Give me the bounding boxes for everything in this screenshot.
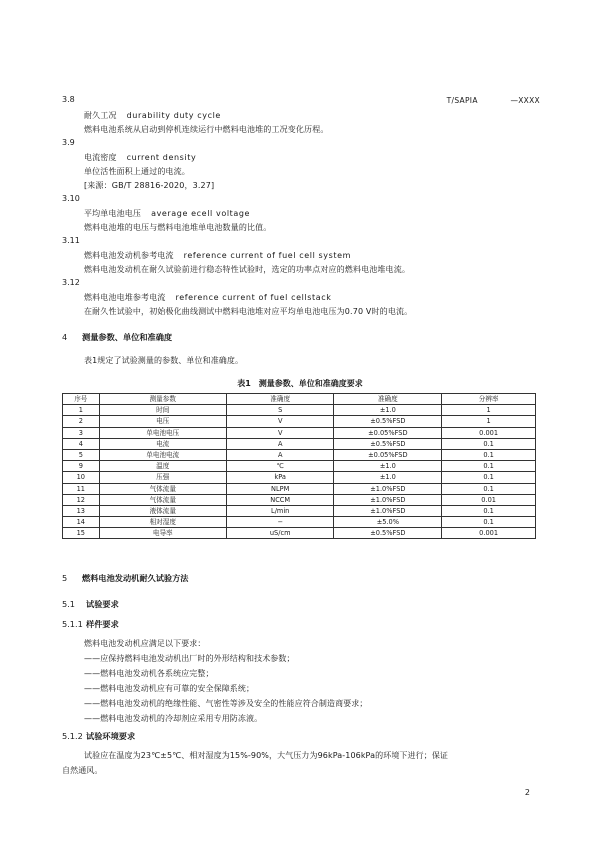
requirement-line: ——燃料电池发动机的冷却剂应采用专用防冻液。 <box>84 714 263 723</box>
term-number: 3.9 <box>62 138 75 147</box>
table-cell: 0.1 <box>442 517 536 528</box>
section-number: 5 <box>62 573 68 583</box>
term-en: reference current of fuel cell system <box>183 251 352 260</box>
table-cell: ±1.0 <box>334 472 442 483</box>
subsection-number: 5.1.2 <box>62 731 83 741</box>
table-cell: ±1.0 <box>334 405 442 416</box>
term-zh: 电流密度 <box>84 153 117 162</box>
section-heading <box>62 573 188 584</box>
term-zh: 燃料电池发动机参考电流 <box>84 251 174 260</box>
table-body <box>63 405 536 539</box>
table-cell: ±5.0% <box>334 517 442 528</box>
subsection-title: 试验环境要求 <box>86 731 136 741</box>
subsection-title: 样件要求 <box>86 619 119 629</box>
column-header: 测量参数 <box>99 394 226 405</box>
table-cell: ±0.5%FSD <box>334 416 442 427</box>
table-cell: ±0.5%FSD <box>334 438 442 449</box>
term-source: [来源：GB/T 28816-2020，3.27] <box>84 181 215 190</box>
table-cell: 13 <box>63 505 100 516</box>
table-cell: V <box>226 427 333 438</box>
table-row <box>63 472 536 483</box>
table-cell: 相对湿度 <box>99 517 226 528</box>
term-en: durability duty cycle <box>126 111 221 120</box>
column-header: 准确度 <box>226 394 333 405</box>
table-cell: 单电池电流 <box>99 449 226 460</box>
requirement-line: ——燃料电池发动机应有可靠的安全保障系统； <box>84 684 255 693</box>
table-cell: V <box>226 416 333 427</box>
table-cell: − <box>226 517 333 528</box>
table-row <box>63 405 536 416</box>
table-cell: NLPM <box>226 483 333 494</box>
table-cell: 0.001 <box>442 427 536 438</box>
table-cell: 3 <box>63 427 100 438</box>
subsection-heading <box>62 619 119 630</box>
term-definition: 在耐久性试验中，初始极化曲线测试中燃料电池堆对应平均单电池电压为0.70 V时的电流。 <box>84 307 413 316</box>
table-cell: ±1.0%FSD <box>334 494 442 505</box>
table-cell: uS/cm <box>226 528 333 539</box>
term-en: average ecell voltage <box>151 209 251 218</box>
table-cell: 0.1 <box>442 449 536 460</box>
table-caption: 表1 测量参数、单位和准确度要求 <box>237 379 363 388</box>
measurement-table <box>62 393 536 539</box>
term-definition: 燃料电池系统从启动到停机连续运行中燃料电池堆的工况变化历程。 <box>84 125 329 134</box>
table-cell: 电导率 <box>99 528 226 539</box>
table-cell: 1 <box>63 405 100 416</box>
table-cell: 气体流量 <box>99 483 226 494</box>
table-cell: ±0.05%FSD <box>334 427 442 438</box>
page-header <box>447 96 540 105</box>
table-cell: 1 <box>442 416 536 427</box>
term-title <box>84 208 250 219</box>
term-zh: 燃料电池电堆参考电流 <box>84 293 166 302</box>
table-cell: kPa <box>226 472 333 483</box>
table-cell: A <box>226 438 333 449</box>
table-cell: 0.1 <box>442 472 536 483</box>
table-cell: 液体流量 <box>99 505 226 516</box>
table-row <box>63 517 536 528</box>
table-header-row <box>63 394 536 405</box>
requirement-line: 试验应在温度为23℃±5℃、相对湿度为15%-90%，大气压力为96kPa-106kPa的环境下进行；保证 <box>84 751 449 760</box>
standard-code: T/SAPIA <box>446 96 478 105</box>
requirement-line: ——燃料电池发动机的绝缘性能、气密性等涉及安全的性能应符合制造商要求； <box>84 699 368 708</box>
table-cell: ±1.0%FSD <box>334 505 442 516</box>
column-header: 序号 <box>63 394 100 405</box>
table-cell: 14 <box>63 517 100 528</box>
table-cell: ±1.0%FSD <box>334 483 442 494</box>
term-number: 3.12 <box>62 278 80 287</box>
term-zh: 耐久工况 <box>84 111 117 120</box>
table-cell: 温度 <box>99 461 226 472</box>
table-cell: 时间 <box>99 405 226 416</box>
table-cell: 4 <box>63 438 100 449</box>
section-title: 燃料电池发动机耐久试验方法 <box>82 573 189 583</box>
term-number: 3.10 <box>62 194 80 203</box>
subsection-number: 5.1 <box>62 599 76 609</box>
term-title <box>84 250 351 261</box>
table-cell: 5 <box>63 449 100 460</box>
requirement-line: 自然通风。 <box>62 766 103 775</box>
table-cell: A <box>226 449 333 460</box>
table-cell: 0.1 <box>442 505 536 516</box>
table-cell: 10 <box>63 472 100 483</box>
table-cell: 电流 <box>99 438 226 449</box>
table-row <box>63 461 536 472</box>
table-cell: 2 <box>63 416 100 427</box>
table-cell: ℃ <box>226 461 333 472</box>
table-row <box>63 427 536 438</box>
table-row <box>63 416 536 427</box>
table-cell: 9 <box>63 461 100 472</box>
table-cell: 气体流量 <box>99 494 226 505</box>
term-en: reference current of fuel cellstack <box>175 293 332 302</box>
column-header: 分辨率 <box>442 394 536 405</box>
table-row <box>63 494 536 505</box>
table-cell: 0.1 <box>442 461 536 472</box>
subsection-number: 5.1.1 <box>62 619 83 629</box>
subsection-heading <box>62 599 119 610</box>
table-cell: 15 <box>63 528 100 539</box>
table-row <box>63 505 536 516</box>
table-cell: ±0.05%FSD <box>334 449 442 460</box>
table-cell: ±1.0 <box>334 461 442 472</box>
subsection-heading <box>62 731 135 742</box>
table-cell: 12 <box>63 494 100 505</box>
column-header: 准确度 <box>334 394 442 405</box>
table-row <box>63 438 536 449</box>
table-cell: 0.001 <box>442 528 536 539</box>
table-row <box>63 528 536 539</box>
requirement-line: ——应保持燃料电池发动机出厂时的外形结构和技术参数； <box>84 654 295 663</box>
page-number: 2 <box>524 788 530 797</box>
table-row <box>63 483 536 494</box>
requirement-line: ——燃料电池发动机各系统应完整； <box>84 669 214 678</box>
term-definition: 单位活性面积上通过的电流。 <box>84 167 190 176</box>
table-cell: 1 <box>442 405 536 416</box>
term-definition: 燃料电池发动机在耐久试验前进行稳态特性试验时，选定的功率点对应的燃料电池堆电流。 <box>84 265 410 274</box>
term-number: 3.8 <box>62 95 75 104</box>
term-title <box>84 110 221 121</box>
table-cell: 0.1 <box>442 483 536 494</box>
term-definition: 燃料电池堆的电压与燃料电池堆单电池数量的比值。 <box>84 223 272 232</box>
section-intro: 表1规定了试验测量的参数、单位和准确度。 <box>84 356 244 365</box>
section-title: 测量参数、单位和准确度 <box>82 332 173 342</box>
standard-number: —XXXX <box>510 96 540 105</box>
table-row <box>63 449 536 460</box>
table-cell: ±0.5%FSD <box>334 528 442 539</box>
table-cell: 压强 <box>99 472 226 483</box>
table-cell: 11 <box>63 483 100 494</box>
section-heading <box>62 332 172 343</box>
table-cell: 单电池电压 <box>99 427 226 438</box>
table-cell: L/min <box>226 505 333 516</box>
term-en: current density <box>126 153 197 162</box>
table-cell: NCCM <box>226 494 333 505</box>
term-title <box>84 152 196 163</box>
term-title <box>84 292 331 303</box>
section-number: 4 <box>62 332 68 342</box>
table-cell: 0.1 <box>442 438 536 449</box>
subsection-title: 试验要求 <box>86 599 119 609</box>
requirement-line: 燃料电池发动机应满足以下要求： <box>84 639 206 648</box>
table-cell: 电压 <box>99 416 226 427</box>
term-zh: 平均单电池电压 <box>84 209 142 218</box>
table-cell: S <box>226 405 333 416</box>
term-number: 3.11 <box>62 236 80 245</box>
table-cell: 0.01 <box>442 494 536 505</box>
